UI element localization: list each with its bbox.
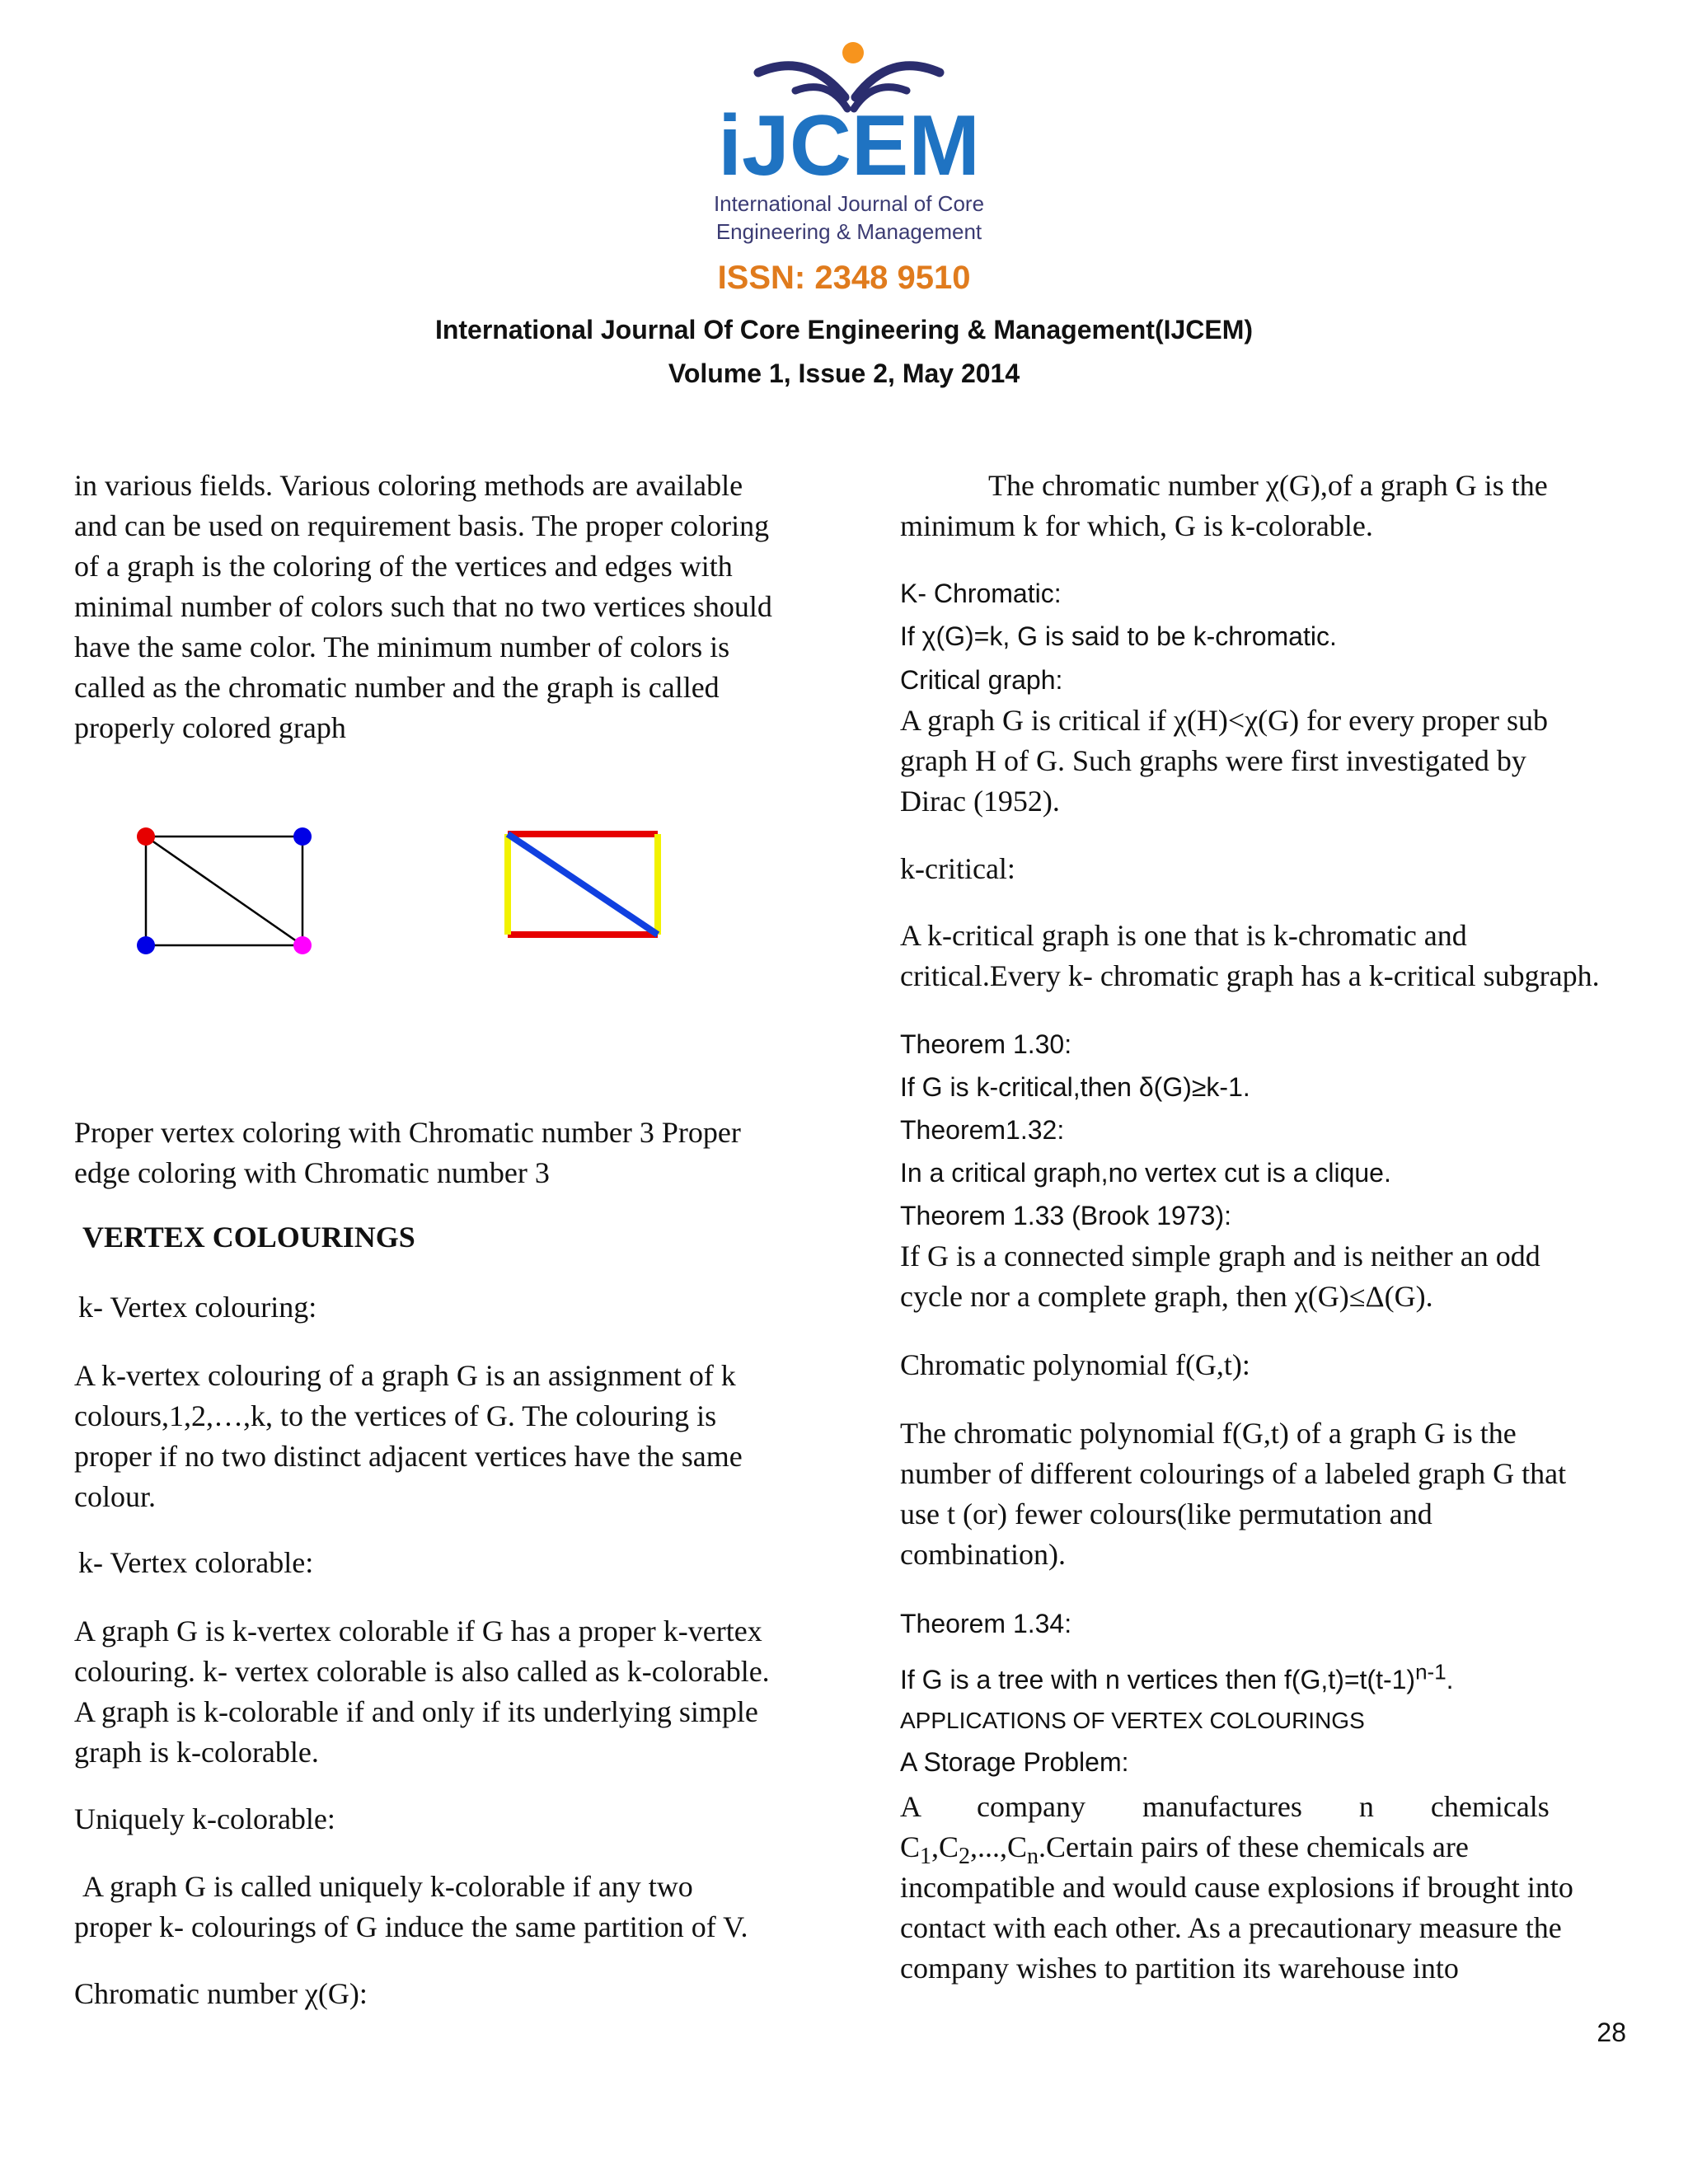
theorem-1-32-text: In a critical graph,no vertex cut is a clique. — [900, 1158, 1391, 1188]
graph-vertex-blue — [293, 827, 312, 846]
text-line: colouring. k- vertex colorable is also called as k-colorable. — [74, 1655, 770, 1688]
subscript: 2 — [959, 1844, 971, 1870]
paragraph-k-critical — [900, 916, 1625, 996]
text-line: proper if no two distinct adjacent vertices have the same — [74, 1440, 743, 1473]
left-paragraph-intro — [74, 466, 802, 748]
subheading-k-vertex-colorable: k- Vertex colorable: — [78, 1546, 314, 1579]
vertex-coloring-figure — [124, 816, 321, 960]
logo-subtitle-2: Engineering & Management — [715, 219, 982, 244]
text-line: Dirac (1952). — [900, 785, 1060, 818]
volume-issue: Volume 1, Issue 2, May 2014 — [668, 359, 1020, 388]
text-line: contact with each other. As a precautionary measure the — [900, 1911, 1562, 1944]
text-line: colours,1,2,…,k, to the vertices of G. The colouring is — [74, 1399, 717, 1432]
journal-title: International Journal Of Core Engineering & Management(IJCEM) — [434, 315, 1254, 344]
k-chromatic-definition: If χ(G)=k, G is said to be k-chromatic. — [900, 621, 1337, 651]
period: . — [1446, 1665, 1454, 1694]
graph-edge-blue — [508, 834, 658, 935]
figure-caption — [74, 1113, 816, 1193]
text-line: have the same color. The minimum number of colors is — [74, 630, 730, 663]
paragraph-theorem-1-33 — [900, 1236, 1625, 1317]
text-line: A k-vertex colouring of a graph G is an assignment of k — [74, 1359, 736, 1392]
text-line: Proper vertex coloring with Chromatic number 3 Proper — [74, 1116, 741, 1149]
text-line: use t (or) fewer colours(like permutation and — [900, 1497, 1432, 1530]
graph-vertex-blue — [137, 936, 155, 954]
text-line: number of different colourings of a labeled graph G that — [900, 1457, 1567, 1490]
edge-coloring-figure — [495, 824, 668, 948]
journal-logo — [709, 33, 989, 255]
text-line: graph is k-colorable. — [74, 1736, 319, 1769]
text-line: graph H of G. Such graphs were first investigated by — [900, 744, 1526, 777]
subheading-k-vertex-colouring: k- Vertex colouring: — [78, 1291, 317, 1324]
theorem-1-32-title: Theorem1.32: — [900, 1115, 1065, 1145]
text-line: called as the chromatic number and the graph is called — [74, 671, 720, 704]
issn: ISSN: 2348 9510 — [717, 260, 971, 296]
subheading-chromatic-polynomial: Chromatic polynomial f(G,t): — [900, 1348, 1250, 1381]
text-line: proper k- colourings of G induce the same partition of V. — [74, 1910, 748, 1943]
theorem-1-34-text — [900, 1658, 1454, 1701]
text-line: The chromatic polynomial f(G,t) of a graph G is the — [900, 1417, 1517, 1450]
text-line: and can be used on requirement basis. The proper coloring — [74, 509, 770, 542]
text-line: A graph is k-colorable if and only if its underlying simple — [74, 1695, 758, 1728]
paragraph-critical-graph — [900, 701, 1625, 822]
text-line: company wishes to partition its warehouse into — [900, 1952, 1459, 1985]
text-line: incompatible and would cause explosions if brought into — [900, 1871, 1573, 1904]
graph-edge — [146, 837, 302, 945]
text-line: minimal number of colors such that no two vertices should — [74, 590, 772, 623]
text-fragment: C — [900, 1830, 921, 1863]
theorem-1-30-text: If G is k-critical,then δ(G)≥k-1. — [900, 1072, 1250, 1102]
logo-emblem — [709, 33, 989, 181]
exponent: n-1 — [1415, 1659, 1447, 1685]
subheading-k-chromatic: K- Chromatic: — [900, 579, 1062, 608]
paragraph-uniquely-k-colorable — [74, 1867, 802, 1947]
text-line: in various fields. Various coloring methods are available — [74, 469, 743, 502]
theorem-1-33-title: Theorem 1.33 (Brook 1973): — [900, 1201, 1231, 1230]
paragraph-storage-problem — [900, 1787, 1625, 1989]
paragraph-chromatic-polynomial — [900, 1413, 1625, 1575]
text-fragment: ,...,C — [970, 1830, 1028, 1863]
theorem-1-30-title: Theorem 1.30: — [900, 1029, 1072, 1059]
text-line: minimum k for which, G is k-colorable. — [900, 509, 1373, 542]
text-line: A company manufactures n chemicals — [900, 1790, 1550, 1823]
text-line: critical.Every k- chromatic graph has a k-critical subgraph. — [900, 959, 1600, 992]
graph-vertex-red — [137, 827, 155, 846]
text-fragment: ,C — [931, 1830, 959, 1863]
subheading-uniquely-k-colorable: Uniquely k-colorable: — [74, 1802, 335, 1835]
text-fragment: .Certain pairs of these chemicals are — [1039, 1830, 1469, 1863]
page-number: 28 — [1597, 2018, 1626, 2047]
section-heading-vertex-colourings: VERTEX COLOURINGS — [82, 1221, 415, 1254]
text-line: properly colored graph — [74, 711, 346, 744]
text-line: colour. — [74, 1480, 156, 1513]
subscript: n — [1027, 1844, 1039, 1870]
subheading-chromatic-number: Chromatic number χ(G): — [74, 1977, 368, 2010]
subscript: 1 — [920, 1844, 932, 1870]
right-paragraph-chromatic-number — [900, 466, 1625, 546]
paragraph-k-vertex-colorable — [74, 1611, 802, 1773]
text-line: A graph G is critical if χ(H)<χ(G) for every proper sub — [900, 704, 1549, 737]
theorem-1-34-formula: If G is a tree with n vertices then f(G,t)=t(t-1) — [900, 1665, 1416, 1694]
text-line: edge coloring with Chromatic number 3 — [74, 1156, 550, 1189]
heading-applications: APPLICATIONS OF VERTEX COLOURINGS — [900, 1708, 1365, 1733]
text-line: of a graph is the coloring of the vertices and edges with — [74, 550, 733, 583]
paragraph-k-vertex-colouring — [74, 1356, 802, 1517]
subheading-k-critical: k-critical: — [900, 852, 1015, 885]
text-line: The chromatic number χ(G),of a graph G is the — [988, 469, 1548, 502]
text-line: If G is a connected simple graph and is neither an odd — [900, 1240, 1540, 1272]
subheading-storage-problem: A Storage Problem: — [900, 1747, 1129, 1777]
text-line: A k-critical graph is one that is k-chromatic and — [900, 919, 1467, 952]
theorem-1-34-title: Theorem 1.34: — [900, 1609, 1072, 1638]
text-line: combination). — [900, 1538, 1066, 1571]
text-line: A graph G is called uniquely k-colorable if any two — [82, 1870, 693, 1903]
logo-subtitle-1: International Journal of Core — [713, 191, 985, 216]
text-line: cycle nor a complete graph, then χ(G)≤Δ(G). — [900, 1280, 1433, 1313]
logo-wordmark: iJCEM — [718, 98, 980, 181]
graph-vertex-magenta — [293, 936, 312, 954]
text-line — [900, 1827, 1625, 1868]
subheading-critical-graph: Critical graph: — [900, 665, 1063, 695]
text-line: A graph G is k-vertex colorable if G has a proper k-vertex — [74, 1615, 762, 1647]
